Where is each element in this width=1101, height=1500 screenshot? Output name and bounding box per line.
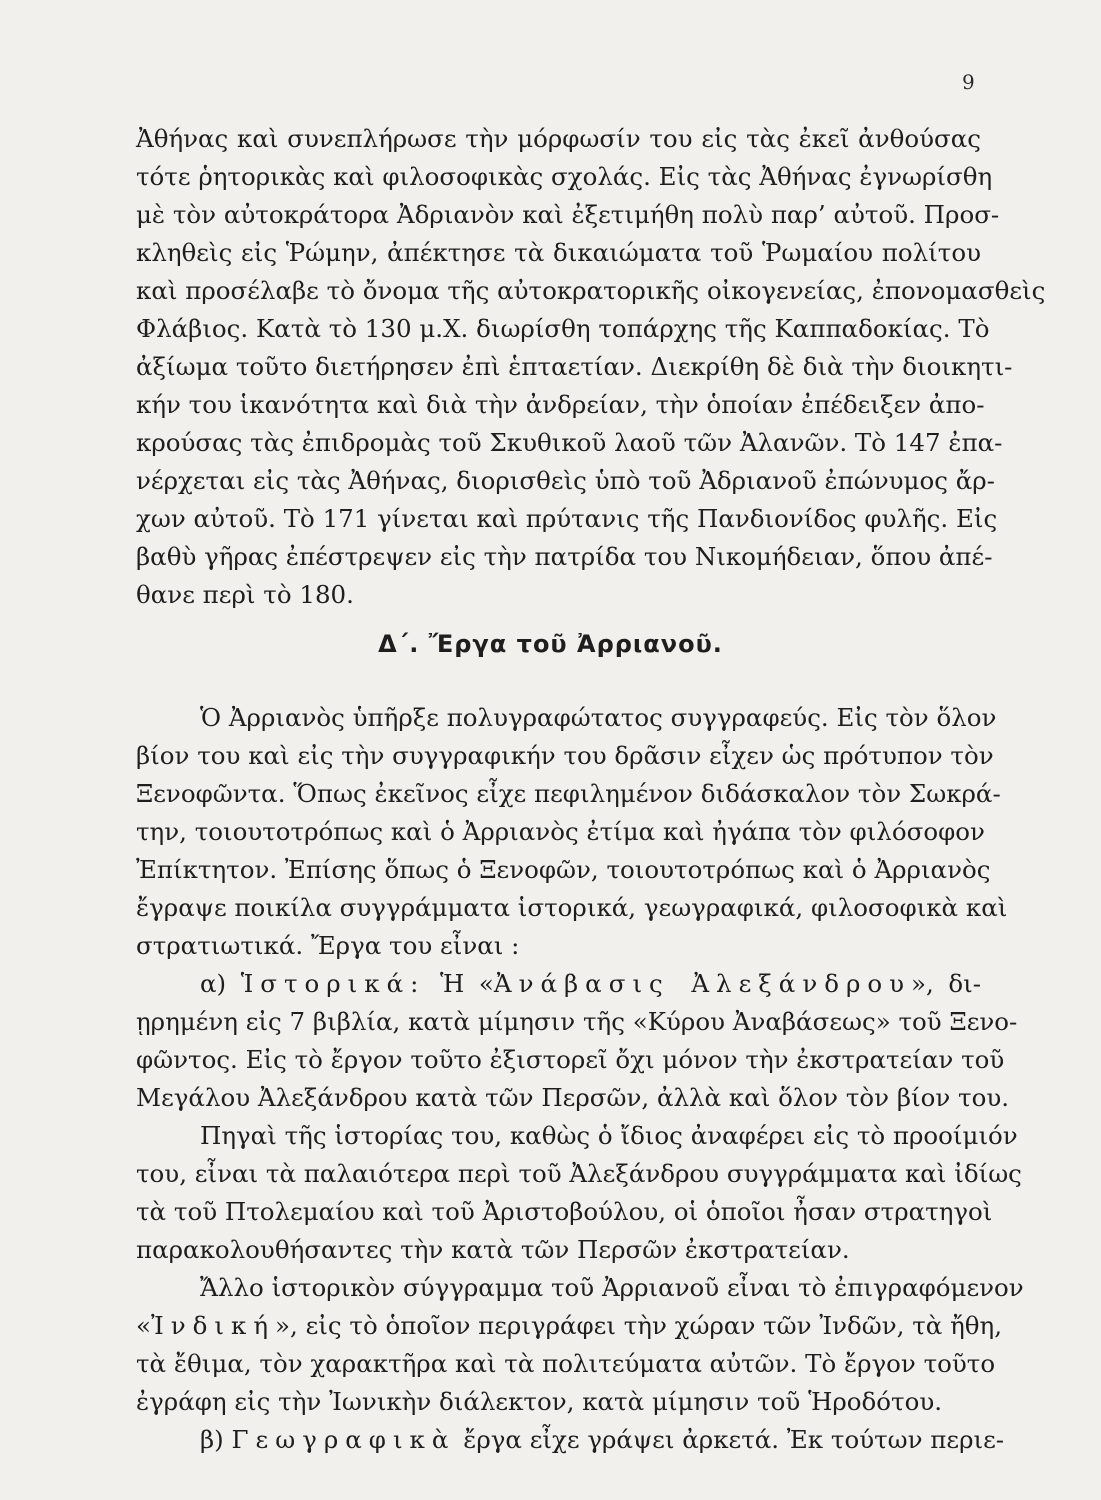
- text-line: του, εἶναι τὰ παλαιότερα περὶ τοῦ Ἀλεξάνδρου συγγράμματα καὶ ἰδίως: [136, 1159, 1022, 1188]
- text-line: κρούσας τὰς ἐπιδρομὰς τοῦ Σκυθικοῦ λαοῦ τῶν Ἀλανῶν. Τὸ 147 ἐπα-: [136, 428, 1003, 457]
- text-line: ῃρημένη εἰς 7 βιβλία, κατὰ μίμησιν τῆς «Κύρου Ἀναβάσεως» τοῦ Ξενο-: [136, 1007, 1018, 1036]
- text-line: Φλάβιος. Κατὰ τὸ 130 μ.Χ. διωρίσθη τοπάρχης τῆς Καππαδοκίας. Τὸ: [136, 314, 990, 343]
- text-line: ἀξίωμα τοῦτο διετήρησεν ἐπὶ ἑπταετίαν. Διεκρίθη δὲ διὰ τὴν διοικητι-: [136, 352, 1013, 381]
- section-heading: Δ΄. Ἔργα τοῦ Ἀρριανοῦ.: [378, 630, 723, 658]
- text-line: ἐγράφη εἰς τὴν Ἰωνικὴν διάλεκτον, κατὰ μίμησιν τοῦ Ἡροδότου.: [136, 1387, 943, 1416]
- text-line: κληθεὶς εἰς Ῥώμην, ἀπέκτησε τὰ δικαιώματα τοῦ Ῥωμαίου πολίτου: [136, 238, 981, 267]
- text-line: νέρχεται εἰς τὰς Ἀθήνας, διορισθεὶς ὑπὸ τοῦ Ἀδριανοῦ ἐπώνυμος ἄρ-: [136, 466, 995, 495]
- text-line: Ἀθήνας καὶ συνεπλήρωσε τὴν μόρφωσίν του εἰς τὰς ἐκεῖ ἀνθούσας: [136, 124, 981, 153]
- text-line: βίον του καὶ εἰς τὴν συγγραφικήν του δρᾶσιν εἶχεν ὡς πρότυπον τὸν: [136, 741, 994, 770]
- text-line: Ὁ Ἀρριανὸς ὑπῆρξε πολυγραφώτατος συγγραφεύς. Εἰς τὸν ὅλον: [200, 703, 997, 732]
- spaced-title: Ἰνδική: [151, 1311, 276, 1340]
- text-line: την, τοιουτοτρόπως καὶ ὁ Ἀρριανὸς ἐτίμα καὶ ἠγάπα τὸν φιλόσοφον: [136, 817, 985, 846]
- text-line: χων αὐτοῦ. Τὸ 171 γίνεται καὶ πρύτανις τῆς Πανδιονίδος φυλῆς. Εἰς: [136, 504, 998, 533]
- text-line: τὰ τοῦ Πτολεμαίου καὶ τοῦ Ἀριστοβούλου, οἱ ὁποῖοι ἦσαν στρατηγοὶ: [136, 1197, 993, 1226]
- inline-text: Ἡ «: [440, 969, 494, 998]
- text-line: καὶ προσέλαβε τὸ ὄνομα τῆς αὐτοκρατορικῆς οἰκογενείας, ἐπονομασθεὶς: [136, 276, 1046, 305]
- spaced-title: Ἀνάβασις Ἀλεξάνδρου: [493, 969, 912, 998]
- text-line: φῶντος. Εἰς τὸ ἔργον τοῦτο ἐξιστορεῖ ὄχι μόνον τὴν ἐκστρατείαν τοῦ: [136, 1045, 1005, 1074]
- spaced-term: Ἱστορικά:: [240, 969, 426, 998]
- text-line: [200, 966, 981, 1002]
- text-line: [136, 1308, 1002, 1344]
- text-line: Πηγαὶ τῆς ἱστορίας του, καθὼς ὁ ἴδιος ἀναφέρει εἰς τὸ προοίμιόν: [200, 1121, 1018, 1150]
- inline-text: », εἰς τὸ ὁποῖον περιγράφει τὴν χώραν τῶν Ἰνδῶν, τὰ ἤθη,: [275, 1311, 1002, 1340]
- inline-text: «: [136, 1311, 151, 1340]
- text-line: ἔγραψε ποικίλα συγγράμματα ἱστορικά, γεωγραφικά, φιλοσοφικὰ καὶ: [136, 893, 1008, 922]
- inline-text: ἔργα εἶχε γράψει ἀρκετά. Ἐκ τούτων περιε-: [463, 1425, 1005, 1454]
- text-line: τὰ ἔθιμα, τὸν χαρακτῆρα καὶ τὰ πολιτεύματα αὐτῶν. Τὸ ἔργον τοῦτο: [136, 1349, 996, 1378]
- text-line: κήν του ἱκανότητα καὶ διὰ τὴν ἀνδρείαν, τὴν ὁποίαν ἐπέδειξεν ἀπο-: [136, 390, 985, 419]
- text-line: θανε περὶ τὸ 180.: [136, 580, 354, 609]
- text-line: Μεγάλου Ἀλεξάνδρου κατὰ τῶν Περσῶν, ἀλλὰ καὶ ὅλον τὸν βίον του.: [136, 1083, 1010, 1112]
- text-line: παρακολουθήσαντες τὴν κατὰ τῶν Περσῶν ἐκστρατείαν.: [136, 1235, 850, 1264]
- text-line: μὲ τὸν αὐτοκράτορα Ἀδριανὸν καὶ ἐξετιμήθη πολὺ παρ’ αὐτοῦ. Προσ-: [136, 200, 1000, 229]
- list-marker: α): [200, 969, 227, 998]
- text-line: τότε ῥητορικὰς καὶ φιλοσοφικὰς σχολάς. Εἰς τὰς Ἀθήνας ἐγνωρίσθη: [136, 162, 993, 191]
- inline-text: », δι-: [911, 969, 982, 998]
- text-line: Ἄλλο ἱστορικὸν σύγγραμμα τοῦ Ἀρριανοῦ εἶναι τὸ ἐπιγραφόμενον: [200, 1273, 1024, 1302]
- text-line: [200, 1422, 1005, 1458]
- text-line: Ἐπίκτητον. Ἐπίσης ὅπως ὁ Ξενοφῶν, τοιουτοτρόπως καὶ ὁ Ἀρριανὸς: [136, 855, 991, 884]
- page-number: 9: [962, 70, 975, 94]
- list-marker: β): [200, 1425, 224, 1454]
- spaced-term: Γεωγραφικὰ: [231, 1425, 456, 1454]
- text-line: στρατιωτικά. Ἔργα του εἶναι :: [136, 931, 520, 960]
- text-line: Ξενοφῶντα. Ὅπως ἐκεῖνος εἶχε πεφιλημένον διδάσκαλον τὸν Σωκρά-: [136, 779, 1001, 808]
- text-line: βαθὺ γῆρας ἐπέστρεψεν εἰς τὴν πατρίδα του Νικομήδειαν, ὅπου ἀπέ-: [136, 542, 993, 571]
